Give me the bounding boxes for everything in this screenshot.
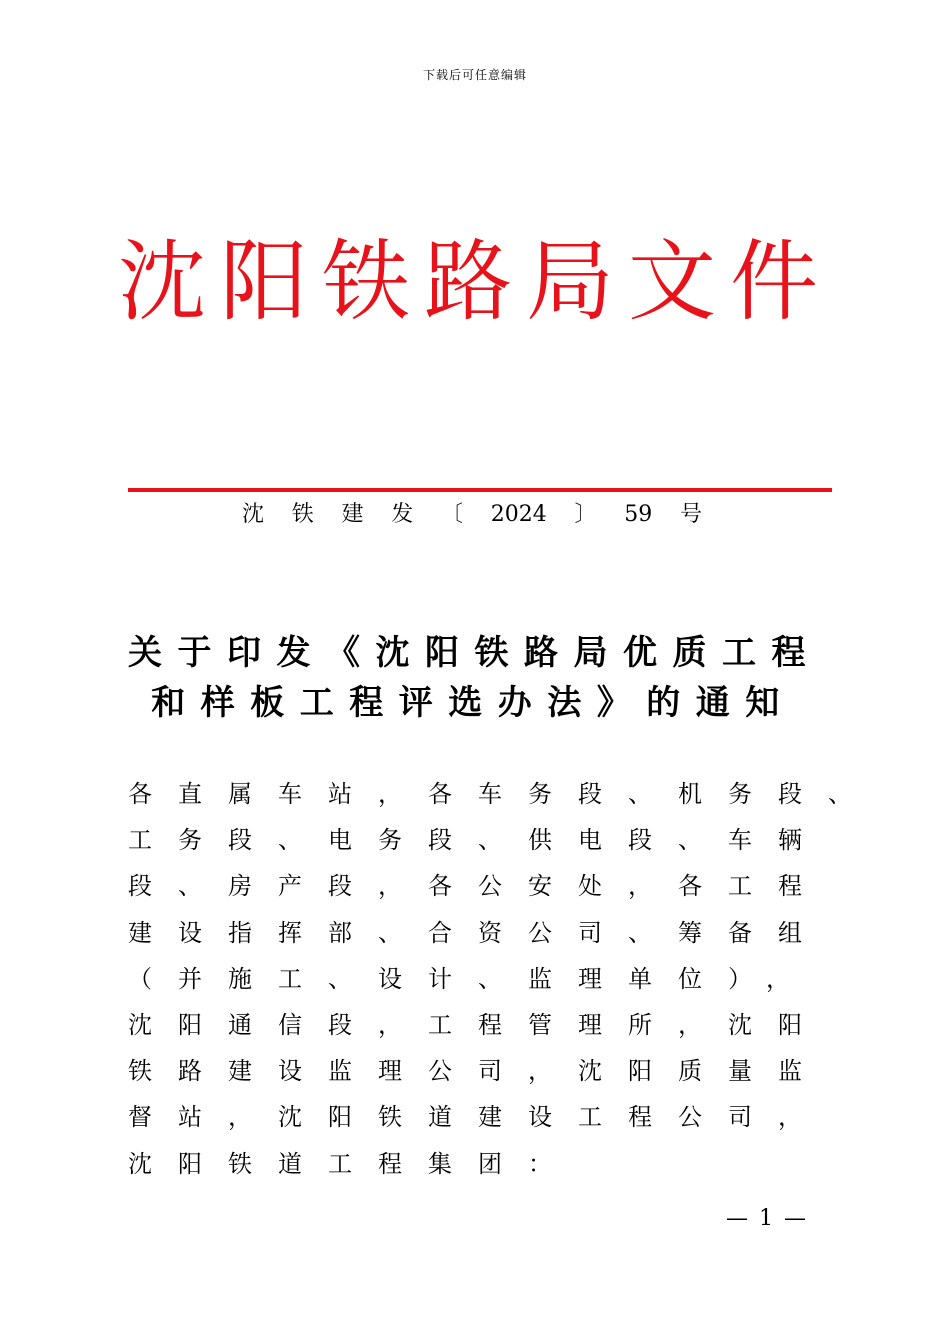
recipients-line: 各直属车站，各车务段、机务段、 [128, 780, 878, 808]
doc-number-part: 铁 [291, 502, 314, 527]
notice-title-line: 和样板工程评选办法》的通知 [151, 683, 795, 723]
document-number [242, 500, 702, 530]
document-header-title: 沈阳铁路局文件 [117, 230, 832, 333]
recipients-block [128, 774, 878, 1190]
top-note: 下载后可任意编辑 [422, 68, 527, 82]
recipients-line: 铁路建设监理公司，沈阳质量监 [128, 1057, 828, 1086]
doc-number-part: 号 [679, 502, 702, 527]
notice-title [128, 628, 821, 728]
recipients-line: 工务段、电务段、供电段、车辆 [128, 826, 828, 855]
doc-number-year: 2024 [490, 502, 547, 527]
doc-number-part: 发 [391, 502, 414, 527]
doc-number-part: 〔 [441, 502, 464, 527]
page-number: — 1 — [726, 1206, 808, 1231]
notice-title-line: 关于印发《沈阳铁路局优质工程 [128, 633, 821, 673]
doc-number-part: 建 [341, 502, 364, 527]
recipients-line: 段、房产段，各公安处，各工程 [128, 872, 828, 901]
doc-number-part: 沈 [242, 502, 265, 527]
red-divider-line [128, 488, 832, 492]
doc-number-part: 〕 [574, 502, 597, 527]
recipients-line: 沈阳铁道工程集团： [128, 1149, 578, 1178]
recipients-line: 督站，沈阳铁道建设工程公司， [128, 1103, 828, 1132]
recipients-line: 建设指挥部、合资公司、筹备组 [128, 918, 828, 947]
doc-number-serial: 59 [624, 502, 653, 527]
recipients-line: 沈阳通信段，工程管理所，沈阳 [128, 1010, 828, 1039]
recipients-line: （并施工、设计、监理单位）， [128, 964, 816, 993]
